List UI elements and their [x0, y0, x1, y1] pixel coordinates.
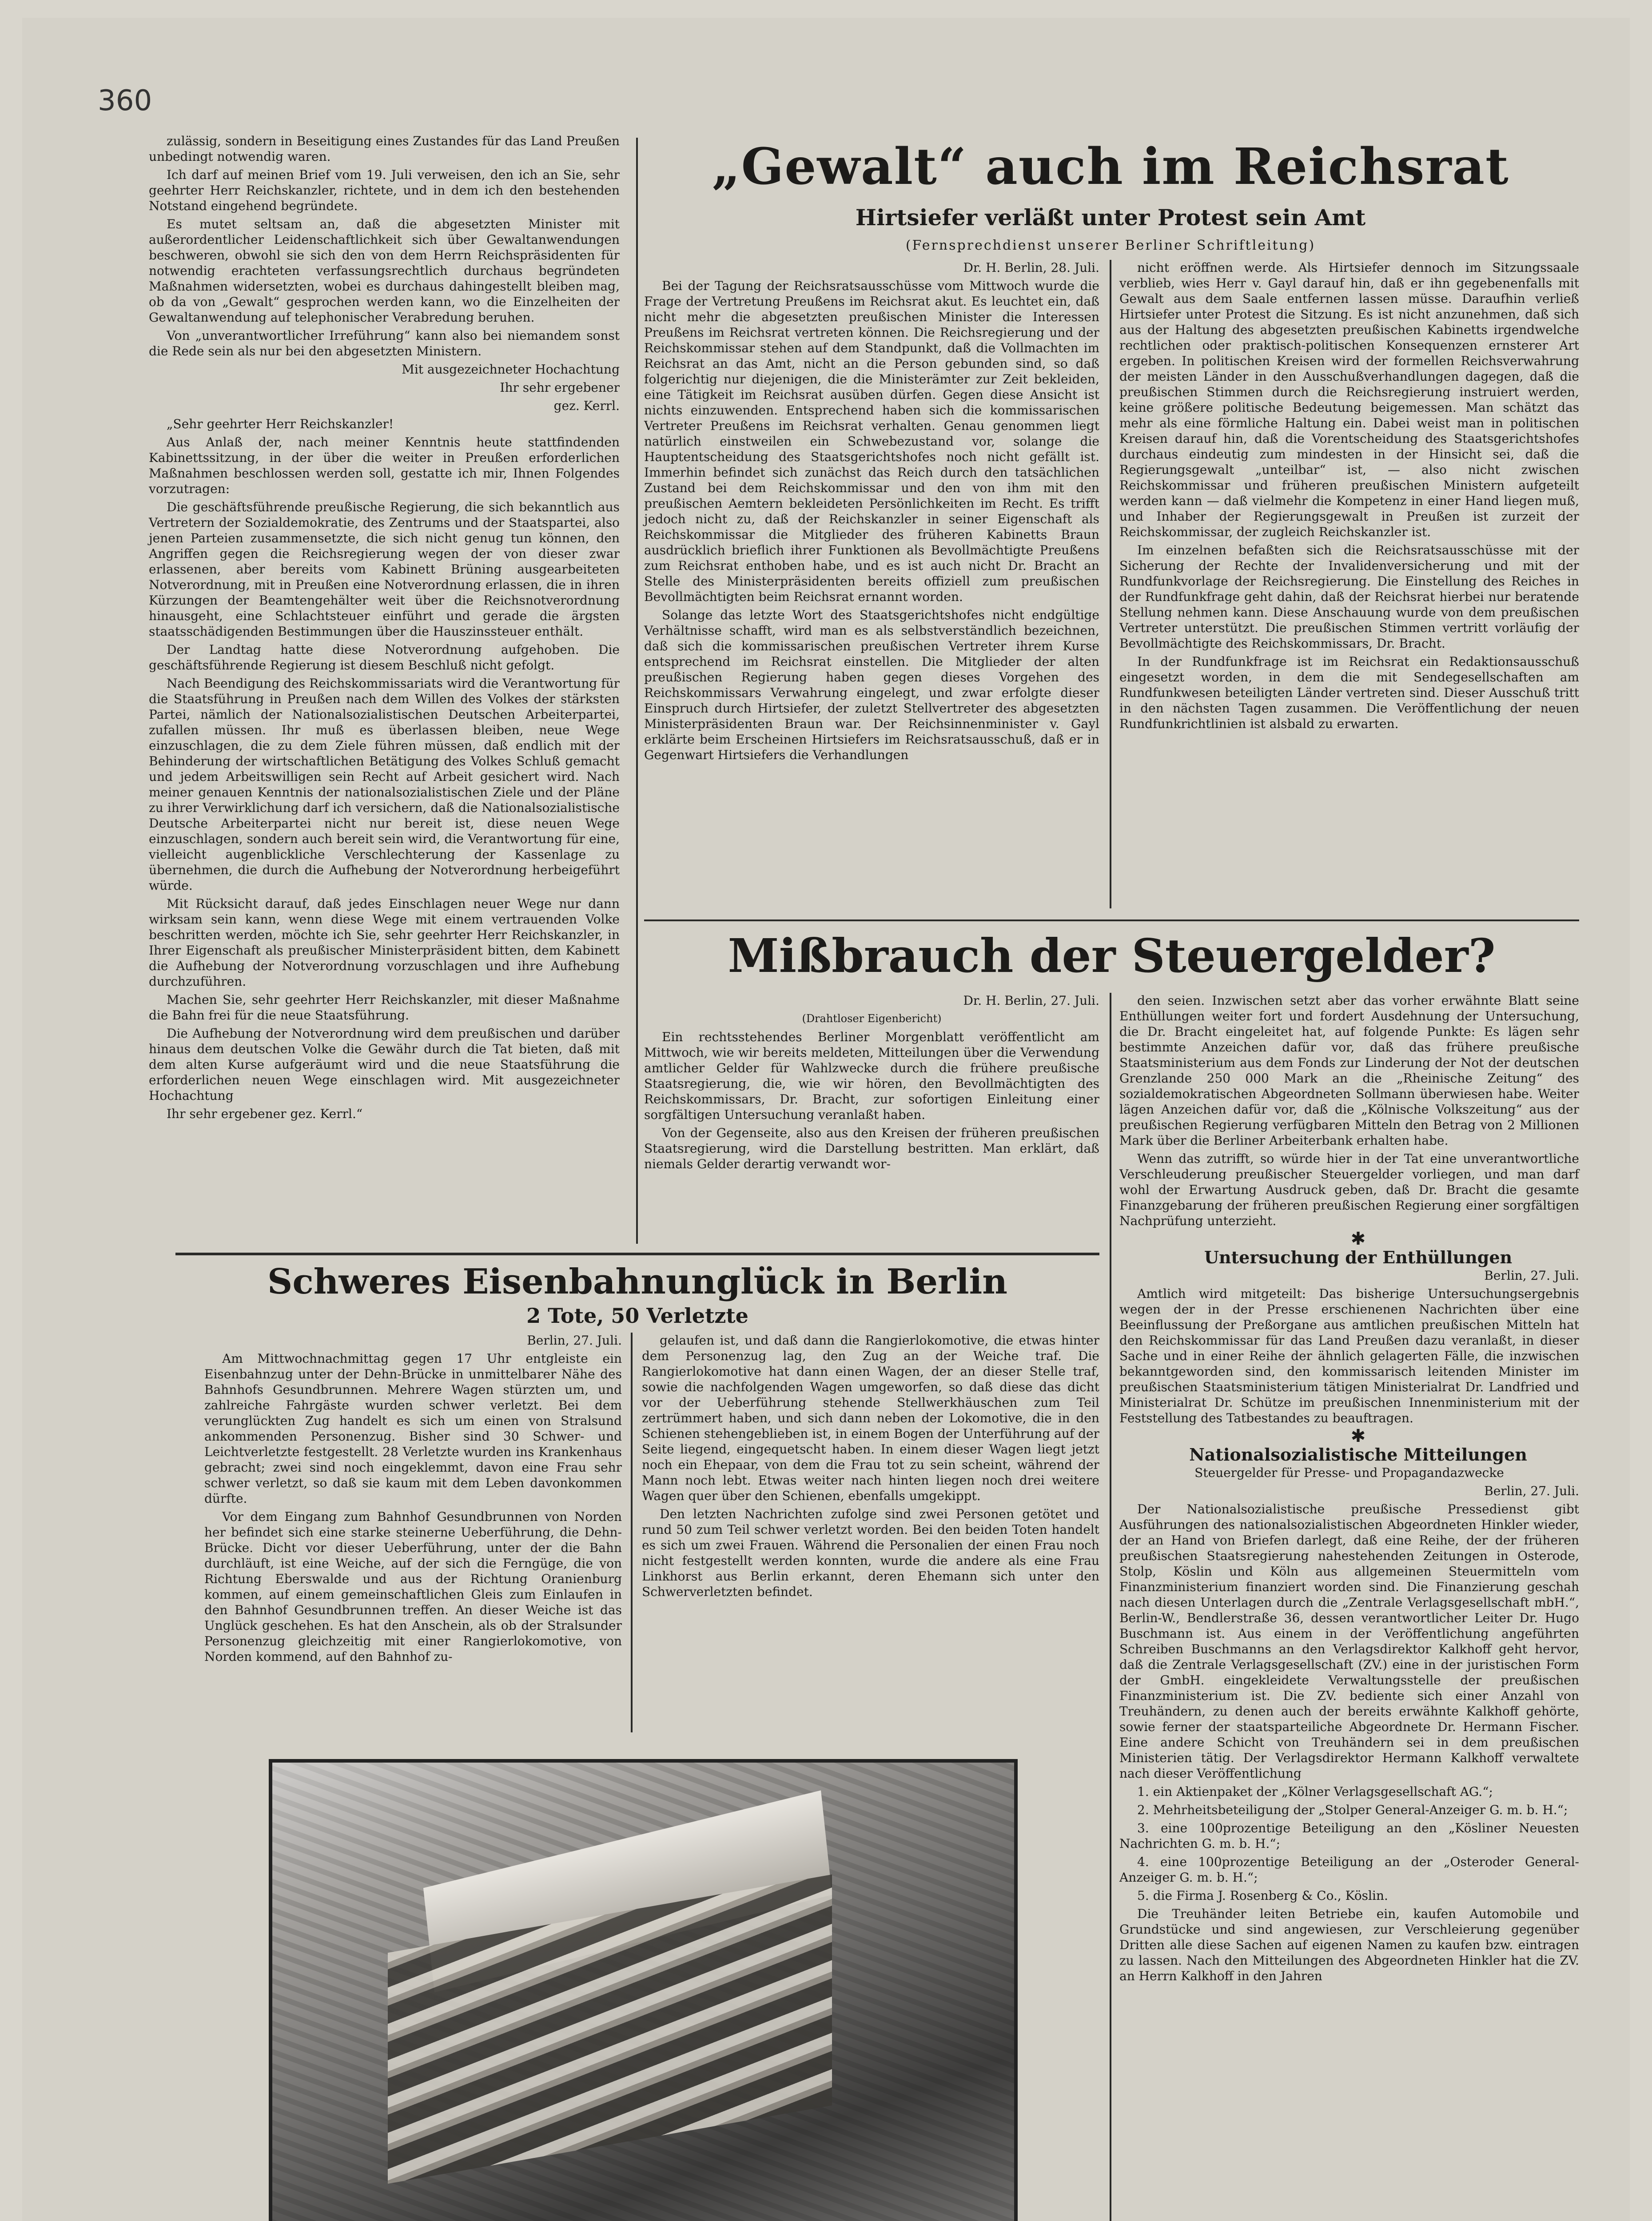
letter-paragraph: Von „unverantwortlicher Irreführung“ kann also bei niemandem sonst die Rede sein als nur bei den abgesetzten Ministern.: [149, 328, 620, 358]
article1-paragraph: Im einzelnen befaßten sich die Reichsratsausschüsse mit der Sicherung der Rechte der Invalidenversicherung und mit der Rundfunkvorlage der Reichsregierung. Die Einstellung des Reiches in der Rundfunkfrage geht dahin, daß der Reichsrat hierbei nur beratende Stellung nehmen kann. Diese Anschauung wurde von dem preußischen Vertreter unterstützt. Die preußischen Stimmen vertritt vorläufig der Bevollmächtigte des Reichskommissars, Dr. Bracht.: [1119, 543, 1579, 651]
holdings-list-item: 5. die Firma J. Rosenberg & Co., Köslin.: [1137, 1888, 1388, 1903]
article1-headline: „Gewalt“ auch im Reichsrat: [712, 138, 1509, 196]
column-rule-a2: [1110, 993, 1111, 2221]
article3-paragraph: Vor dem Eingang zum Bahnhof Gesundbrunnen von Norden her befindet sich eine starke steinerne Ueberführung, die Dehn-Brücke. Dicht vor dieser Ueberführung, unter der die Bahn durchläuft, ist eine Weiche, auf der sich die Ferngüge, die von Richtung Eberswalde und aus der Richtung Oranienburg kommen, auf einem gemeinschaftlichen Gleis zum Einlaufen in den Bahnhof Gesundbrunnen treffen. An dieser Weiche ist das Unglück geschehen. Es hat den Anschein, als ob der Stralsunder Personenzug gleichzeitig mit einer Rangierlokomotive, von Norden kommend, auf den Bahnhof zu-: [204, 1509, 622, 1664]
sub1-title: Untersuchung der Enthüllungen: [1204, 1247, 1513, 1267]
sub2-tail: Die Treuhänder leiten Betriebe ein, kaufen Automobile und Grundstücke und sind angewiesen, zur Verschleierung gegenüber Dritten alle diese Sachen auf eigenen Namen zu kaufen bzw. eintragen zu lassen. Nach den Mitteilungen des Abgeordneten Hinkler hat die ZV. an Herrn Kalkhoff in den Jahren: [1119, 1907, 1579, 1983]
article1-paragraph: Bei der Tagung der Reichsratsausschüsse vom Mittwoch wurde die Frage der Vertretung Preußens im Reichsrat akut. Es leuchtet ein, daß nicht mehr die abgesetzten preußischen Minister die Interessen Preußens im Reichsrat vertreten können. Die Reichsregierung und der Reichskommissar stehen auf dem Standpunkt, daß die Vollmachten im Reichsrat an das Amt, nicht an die Person gebunden sind, so daß folgerichtig nur diejenigen, die die Ministerämter zur Zeit bekleiden, eine Tätigkeit im Reichsrat ausüben dürfen. Gegen diese Ansicht ist nichts einzuwenden. Entsprechend haben sich die kommissarischen Vertreter Preußens im Reichsrat verhalten. Genau genommen liegt natürlich einstweilen ein Schwebezustand vor, solange die Hauptentscheidung des Staatsgerichtshofes noch nicht gefällt ist. Immerhin befindet sich zunächst das Reich durch den tatsächlichen Zustand bei dem Reichskommissar und den von ihm mit den preußischen Aemtern bekleideten Persönlichkeiten im Recht. Es trifft jedoch nicht zu, daß der Reichskanzler in seiner Eigenschaft als Reichskommissar die Mitglieder des früheren Kabinetts Braun ausdrücklich brieflich ihrer Funktionen als Bevollmächtigte Preußens zum Reichsrat enthoben habe, und es ist auch nicht Dr. Bracht an Stelle des Ministerpräsidenten bereits offiziell zum preußischen Bevollmächtigten beim Reichsrat ernannt worden.: [644, 279, 1099, 604]
article3-col2: [642, 1333, 1099, 1602]
article2-col2: [1119, 993, 1579, 1986]
article1-paragraph: Solange das letzte Wort des Staatsgerichtshofes nicht endgültige Verhältnisse schafft, wird man es als selbstverständlich bezeichnen, daß sich die kommissarischen preußischen Vertreter ihrem Kurse entsprechend im Reichsrat einstellen. Die Mitglieder der alten preußischen Regierung haben gegen dieses Vorgehen des Reichskommissars Verwahrung eingelegt, und zwar erfolgte dieser Einspruch durch Hirtsiefer, der zuletzt Stellvertreter des abgesetzten Ministerpräsidenten Braun war. Der Reichsinnenminister v. Gayl erklärte beim Erscheinen Hirtsiefers im Reichsratsausschuß, daß er in Gegenwart Hirtsiefers die Verhandlungen: [644, 608, 1099, 762]
article2-paragraph: Wenn das zutrifft, so würde hier in der Tat eine unverantwortliche Verschleuderung preußischer Steuergelder vorliegen, und man darf wohl der Erwartung Ausdruck geben, daß Dr. Bracht die gesamte Finanzgebarung der früheren preußischen Regierung einer sorgfältigen Nachprüfung unterzieht.: [1119, 1151, 1579, 1228]
holdings-list-item: 1. ein Aktienpaket der „Kölner Verlagsgesellschaft AG.“;: [1137, 1784, 1493, 1799]
asterisk-separator-2: ✱: [1350, 1426, 1366, 1446]
letter-column: [149, 133, 620, 1124]
article1-subheadline: Hirtsiefer verläßt unter Protest sein Amt: [855, 204, 1366, 231]
article3-paragraph: Den letzten Nachrichten zufolge sind zwei Personen getötet und rund 50 zum Teil schwer verletzt worden. Bei den beiden Toten handelt es sich um zwei Frauen. Während die Personalien der einen Frau noch nicht festgestellt werden konnten, wurde die andere als eine Frau Linkhorst aus Berlin erkannt, deren Ehemann sich unter den Schwerverletzten befindet.: [642, 1507, 1099, 1599]
letter-paragraph: Ihr sehr ergebener: [500, 380, 620, 395]
article1-col1: [644, 260, 1099, 765]
column-rule-a3: [631, 1333, 633, 1732]
letter-paragraph: Die Aufhebung der Notverordnung wird dem preußischen und darüber hinaus dem deutschen Volke die Gewähr durch die Tat bieten, daß mit dem alten Kurse aufgeräumt wird und die neue Staatsführung die erforderlichen neuen Wege einschlagen wird. Mit ausgezeichneter Hochachtung: [149, 1026, 620, 1103]
newspaper-page: [22, 18, 1630, 2221]
letter-paragraph: Es mutet seltsam an, daß die abgesetzten Minister mit außerordentlicher Leidenschaftlichkeit sich über Gewaltanwendungen beschweren, obwohl sie sich den von dem Herrn Reichspräsidenten für notwendig erachteten verfassungsrechtlich durchaus begründeten Maßnahmen widersetzten, wobei es durchaus dahingestellt bleiben mag, ob da von „Gewalt“ gesprochen werden kann, wo die Einzelheiten der Gewaltanwendung auf telephonischer Verabredung beruhen.: [149, 217, 620, 325]
article1-paragraph: nicht eröffnen werde. Als Hirtsiefer dennoch im Sitzungssaale verblieb, wies Herr v. Gayl darauf hin, daß er ihn gegebenenfalls mit Gewalt aus dem Saale entfernen lassen müsse. Daraufhin verließ Hirtsiefer unter Protest die Sitzung. Es ist nicht anzunehmen, daß sich aus der Haltung des abgesetzten preußischen Kabinetts irgendwelche rechtlichen oder praktisch-politischen Konsequenzen ernsterer Art ergeben. In politischen Kreisen wird der formellen Reichsverwahrung der meisten Länder in den Ausschußverhandlungen dagegen, daß die preußischen Stimmen durch die Reichsregierung instruiert werden, keine größere politische Bedeutung beigemessen. Man schätzt das mehr als eine förmliche Haltung ein. Dabei weist man in politischen Kreisen darauf hin, daß die Vorentscheidung des Staatsgerichtshofes durchaus eindeutig zum mindesten in der Hinsicht sei, daß die Regierungsgewalt „unteilbar“ ist, — also nicht zwischen Reichskommissar und früheren preußischen Ministern aufgeteilt werden kann — daß vielmehr die Kompetenz in einer Hand liegen muß, und Inhaber der Regierungsgewalt in Preußen ist zurzeit der Reichskommissar, der zugleich Reichskanzler ist.: [1119, 260, 1579, 539]
article3-subheadline: 2 Tote, 50 Verletzte: [526, 1304, 748, 1328]
article1-bottom-rule: [644, 919, 1579, 921]
article2-col1: [644, 993, 1099, 1174]
letter-paragraph: Aus Anlaß der, nach meiner Kenntnis heute stattfindenden Kabinettssitzung, in der über die weiter in Preußen erforderlichen Maßnahmen beschlossen werden soll, gestatte ich mir, Ihnen Folgendes vorzutragen:: [149, 435, 620, 496]
letter-paragraph: Ich darf auf meinen Brief vom 19. Juli verweisen, den ich an Sie, sehr geehrter Herr Reichskanzler, richtete, und in dem ich den bestehenden Notstand eingehend begründete.: [149, 167, 620, 213]
sub1-body: Amtlich wird mitgeteilt: Das bisherige Untersuchungsergebnis wegen der in der Presse erschienenen Nachrichten über eine Beeinflussung der Preßorgane aus amtlichen preußischen Mitteln hat den Reichskommissar für das Land Preußen dazu veranlaßt, in dieser Sache und in einer Reihe der ähnlich gelagerten Fälle, die inzwischen bekanntgeworden sind, den kommissarisch leitenden Minister im preußischen Staatsministerium tätigen Ministerialrat Dr. Landfried und Ministerialrat Dr. Schütze im preußischen Innenministerium mit der Feststellung des Tatbestandes zu beauftragen.: [1119, 1286, 1579, 1425]
article3-paragraph: Am Mittwochnachmittag gegen 17 Uhr entgleiste ein Eisenbahnzug unter der Dehn-Brücke in unmittelbarer Nähe des Bahnhofs Gesundbrunnen. Mehrere Wagen stürzten um, und zahlreiche Fahrgäste wurden schwer verletzt. Bei dem verunglückten Zug handelt es sich um einen von Stralsund ankommenden Personenzug. Bisher sind 30 Schwer- und Leichtverletzte festgestellt. 28 Verletzte wurden ins Krankenhaus gebracht; zwei sind noch eingeklemmt, davon eine Frau sehr schwer verletzt, so daß sie kaum mit dem Leben davonkommen dürfte.: [204, 1351, 622, 1506]
train-wreck-photo: [269, 1759, 1018, 2221]
letter-paragraph: gez. Kerrl.: [553, 398, 620, 413]
page-number: 360: [98, 84, 152, 117]
article1-source: (Fernsprechdienst unserer Berliner Schriftleitung): [905, 238, 1316, 253]
letter-paragraph: Nach Beendigung des Reichskommissariats wird die Verantwortung für die Staatsführung in Preußen nach dem Willen des Volkes der stärksten Partei, nämlich der Nationalsozialistischen Deutschen Arbeiterpartei, zufallen müssen. Ihr muß es überlassen bleiben, neue Wege einzuschlagen, die zu dem Ziele führen müssen, daß endlich mit der Behinderung der wirtschaftlichen Betätigung des Volkes Schluß gemacht und jedem Arbeitswilligen sein Recht auf Arbeit gesichert wird. Nach meiner genauen Kenntnis der nationalsozialistischen Ziele und der Pläne zu ihrer Verwirklichung darf ich versichern, daß die Nationalsozialistische Deutsche Arbeiterpartei nicht nur bereit ist, diese neuen Wege einzuschlagen, sondern auch bereit sein wird, die Verantwortung für eine, vielleicht augenblickliche Verschlechterung der Kassenlage zu übernehmen, die durch die Aufhebung der Notverordnung herbeigeführt würde.: [149, 676, 620, 893]
asterisk-separator: ✱: [1350, 1229, 1366, 1249]
letter-paragraph: „Sehr geehrter Herr Reichskanzler!: [167, 417, 394, 431]
holdings-list-item: 4. eine 100prozentige Beteiligung an der „Osteroder General-Anzeiger G. m. b. H.“;: [1119, 1855, 1579, 1885]
letter-paragraph: zulässig, sondern in Beseitigung eines Zustandes für das Land Preußen unbedingt notwendig waren.: [149, 134, 620, 164]
letter-paragraph: Die geschäftsführende preußische Regierung, die sich bekanntlich aus Vertretern der Sozialdemokratie, des Zentrums und der Staatspartei, also jenen Parteien zusammensetzte, die sich nicht genug tun können, den Angriffen gegen die Reichsregierung wegen der von dieser zwar erlassenen, aber bereits vom Kabinett Brüning ausgearbeiteten Notverordnung, mit in Preußen eine Notverordnung erlassen, die in ihren Kürzungen der Beamtengehälter weit über die Reichsnotverordnung hinausgeht, eine Schlachtsteuer einführt und gerade die ärgsten staatsschädigenden Bestimmungen über die Hauszinssteuer enthält.: [149, 500, 620, 639]
sub2-title: Nationalsozialistische Mitteilungen: [1189, 1445, 1527, 1465]
article1-col2: [1119, 260, 1579, 734]
article2-source: (Drahtloser Eigenbericht): [802, 1012, 942, 1025]
sub2-dateline: Berlin, 27. Juli.: [1484, 1484, 1579, 1498]
sub2-subtitle: Steuergelder für Presse- und Propagandazwecke: [1194, 1465, 1504, 1480]
letter-paragraph: Ihr sehr ergebener gez. Kerrl.“: [167, 1107, 363, 1121]
letter-paragraph: Mit Rücksicht darauf, daß jedes Einschlagen neuer Wege nur dann wirksam sein kann, wenn diese Wege mit einem vertrauenden Volke beschritten werden, möchte ich Sie, sehr geehrter Herr Reichskanzler, in Ihrer Eigenschaft als preußischer Ministerpräsident bitten, dem Kabinett die Aufhebung der Notverordnung vorzuschlagen und ihre Aufhebung durchzuführen.: [149, 896, 620, 989]
article1-dateline: Dr. H. Berlin, 28. Juli.: [963, 260, 1099, 275]
article2-paragraph: Ein rechtsstehendes Berliner Morgenblatt veröffentlicht am Mittwoch, wie wir bereits meldeten, Mitteilungen über die Verwendung amtlicher Gelder für Wahlzwecke durch die frühere preußische Staatsregierung, die, wie wir hören, den Bevollmächtigten des Reichskommissars, Dr. Bracht, zur sofortigen Einleitung einer sorgfältigen Untersuchung veranlaßt haben.: [644, 1030, 1099, 1122]
article3-col1: [204, 1333, 622, 1667]
article3-top-rule: [175, 1253, 1099, 1255]
column-rule-left: [636, 138, 638, 1244]
sub2-body: Der Nationalsozialistische preußische Pressedienst gibt Ausführungen des nationalsozialistischen Abgeordneten Hinkler wieder, der an Hand von Briefen darlegt, daß eine Reihe, der der früheren preußischen Staatsregierung nahestehenden Zeitungen in Osterode, Stolp, Köslin und Köln aus allgemeinen Steuermitteln vom Finanzministerium finanziert worden sind. Die Finanzierung geschah nach diesen Unterlagen durch die „Zentrale Verlagsgesellschaft mbH.“, Berlin-W., Bendlerstraße 36, dessen verantwortlicher Leiter Dr. Hugo Buschmann ist. Aus einem in der Veröffentlichung angeführten Schreiben Buschmanns an den Verlagsdirektor Kalkhoff geht hervor, daß die Zentrale Verlagsgesellschaft (ZV.) eine in der juristischen Form der GmbH. eingekleidete Verwaltungsstelle der preußischen Finanzministerium ist. Die ZV. bediente sich einer Anzahl von Treuhändern, zu denen auch der bereits erwähnte Kalkhoff gehörte, sowie ferner der staatsparteiliche Abgeordnete Dr. Hermann Fischer. Eine andere Schicht von Treuhändern sei in dem preußischen Ministerien tätig. Der Verlagsdirektor Hermann Kalkhoff verwaltete nach dieser Veröffentlichung: [1119, 1502, 1579, 1781]
article2-paragraph: Von der Gegenseite, also aus den Kreisen der früheren preußischen Staatsregierung, wird die Darstellung bestritten. Man erklärt, daß niemals Gelder derartig verwandt wor-: [644, 1126, 1099, 1171]
article1-paragraph: In der Rundfunkfrage ist im Reichsrat ein Redaktionsausschuß eingesetzt worden, in dem die mit Sendegesellschaften am Rundfunkwesen beteiligten Länder vertreten sind. Dieser Ausschuß tritt in den nächsten Tagen zusammen. Die Veröffentlichung der neuen Rundfunkrichtlinien ist alsbald zu erwarten.: [1119, 654, 1579, 731]
article3-paragraph: gelaufen ist, und daß dann die Rangierlokomotive, die etwas hinter dem Personenzug lag, den Zug an der Weiche traf. Die Rangierlokomotive hat dann einen Wagen, der an dieser Stelle traf, sowie die nachfolgenden Wagen umgeworfen, so daß diese das dicht vor der Ueberführung stehende Stellwerkhäuschen zum Teil zertrümmert haben, und sich dann neben der Lokomotive, die in den Schienen stehengeblieben ist, in einem Bogen der Unterführung auf der Seite liegend, eingequetscht haben. In einem dieser Wagen liegt jetzt noch ein Ehepaar, von dem die Frau tot zu sein scheint, während der Mann noch lebt. Etwas weiter nach hinten liegen noch drei weitere Wagen quer über den Schienen, ebenfalls umgekippt.: [642, 1333, 1100, 1503]
letter-paragraph: Mit ausgezeichneter Hochachtung: [402, 362, 620, 377]
article3-dateline: Berlin, 27. Juli.: [527, 1333, 622, 1348]
holdings-list-item: 3. eine 100prozentige Beteiligung an den „Kösliner Neuesten Nachrichten G. m. b. H.“;: [1119, 1821, 1579, 1851]
article2-dateline: Dr. H. Berlin, 27. Juli.: [963, 993, 1099, 1008]
letter-paragraph: Machen Sie, sehr geehrter Herr Reichskanzler, mit dieser Maßnahme die Bahn frei für die neue Staatsführung.: [149, 992, 620, 1023]
article2-paragraph: den seien. Inzwischen setzt aber das vorher erwähnte Blatt seine Enthüllungen weiter fort und fordert Ausdehnung der Untersuchung, die Dr. Bracht eingeleitet hat, auf folgende Punkte: Es lägen sehr bestimmte Anzeichen dafür vor, daß das frühere preußische Staatsministerium aus dem Fonds zur Linderung der Not der deutschen Grenzlande 250 000 Mark an die „Rheinische Zeitung“ des sozialdemokratischen Abgeordneten Sollmann überwiesen habe. Weiter lägen Anzeichen dafür vor, daß die „Kölnische Volkszeitung“ aus der preußischen Regierung verfügbaren Mitteln den Betrag von 2 Millionen Mark über die Berliner Arbeiterbank erhalten habe.: [1119, 993, 1579, 1148]
letter-paragraph: Der Landtag hatte diese Notverordnung aufgehoben. Die geschäftsführende Regierung ist diesem Beschluß nicht gefolgt.: [149, 642, 620, 673]
sub1-dateline: Berlin, 27. Juli.: [1484, 1268, 1579, 1283]
holdings-list-item: 2. Mehrheitsbeteiligung der „Stolper General-Anzeiger G. m. b. H.“;: [1137, 1803, 1568, 1817]
article3-headline: Schweres Eisenbahnunglück in Berlin: [267, 1262, 1008, 1302]
article2-headline: Mißbrauch der Steuergelder?: [728, 928, 1496, 983]
column-rule-a1: [1110, 260, 1111, 908]
